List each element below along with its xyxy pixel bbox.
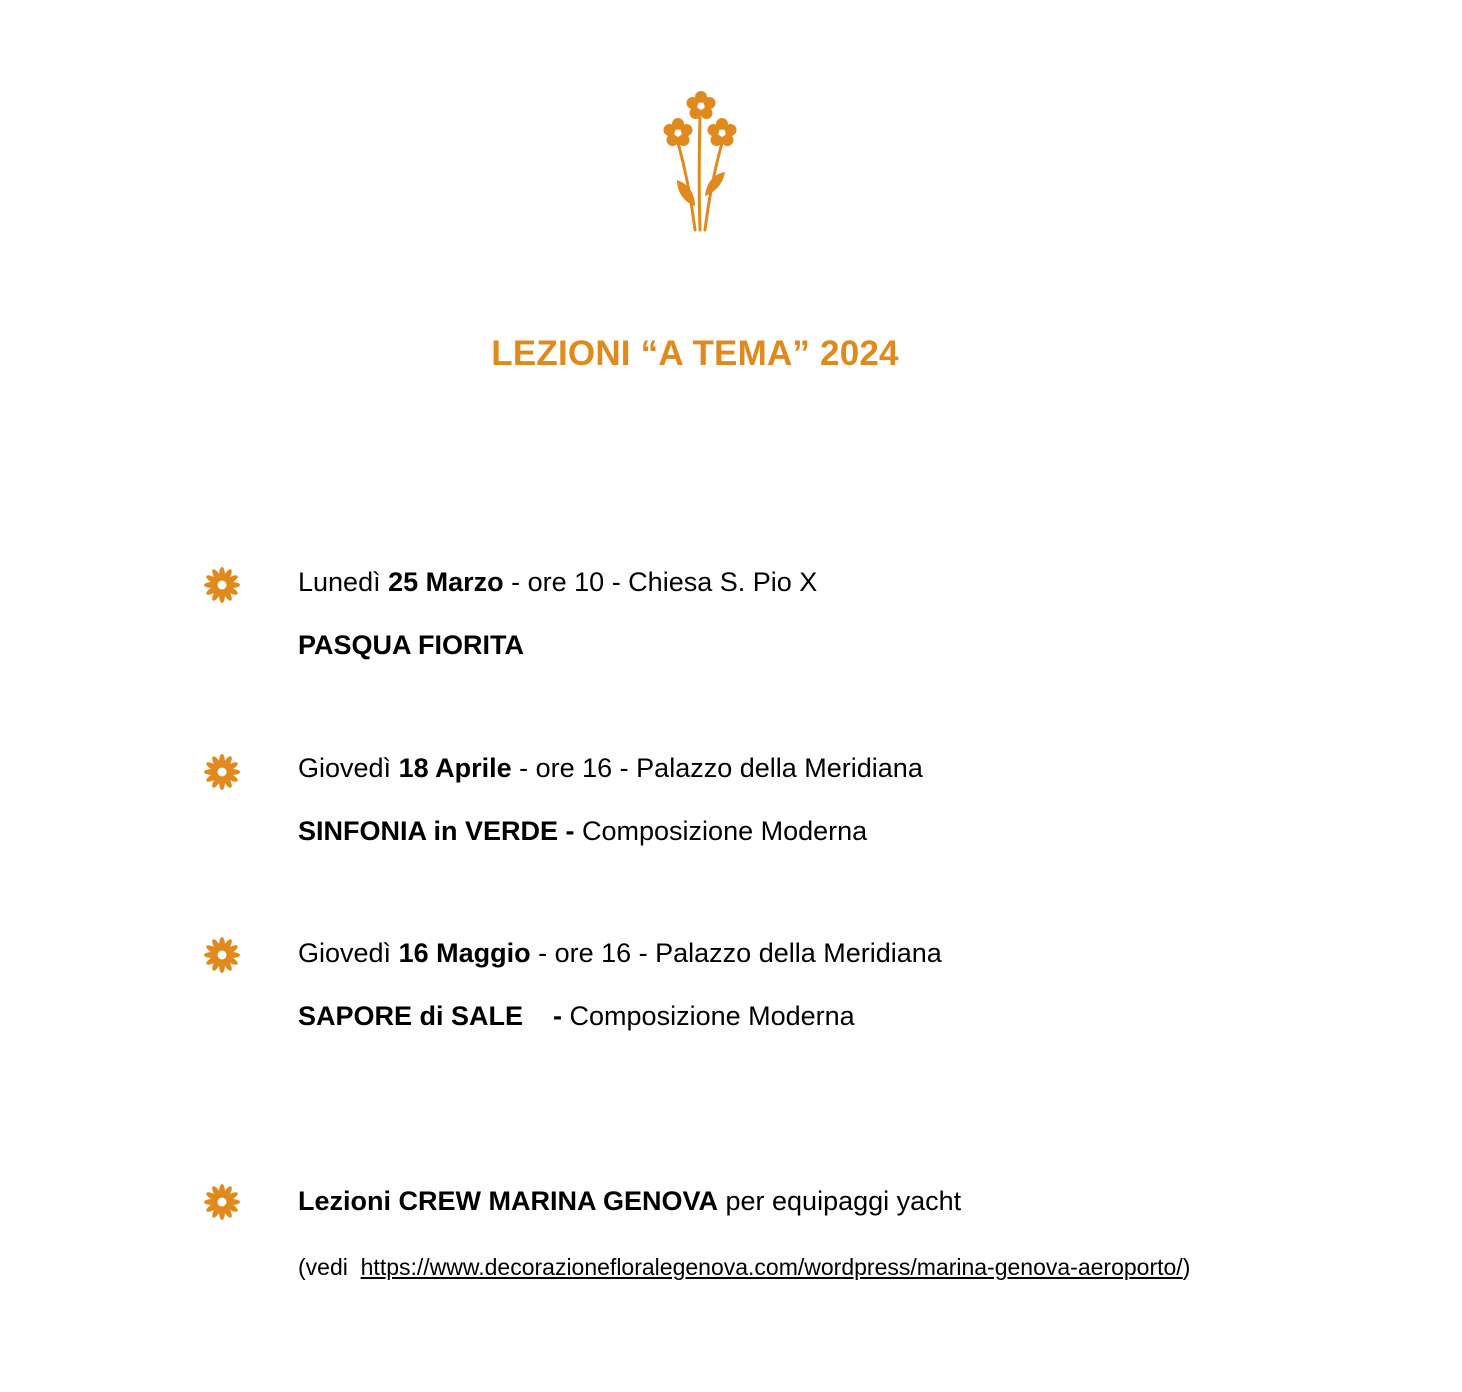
page-title: LEZIONI “A TEMA” 2024	[491, 334, 899, 373]
event-name: PASQUA FIORITA	[298, 630, 524, 660]
daisy-icon	[202, 565, 242, 605]
marina-genova-link[interactable]: https://www.decorazionefloralegenova.com/wordpress/marina-genova-aeroporto/	[360, 1254, 1183, 1280]
event-details: - ore 16 - Palazzo della Meridiana	[530, 938, 942, 968]
event-day: Giovedì	[298, 938, 399, 968]
event-day: Giovedì	[298, 753, 399, 783]
daisy-icon	[202, 752, 242, 792]
event-date-line	[298, 566, 817, 598]
event-subtitle: Composizione Moderna	[582, 816, 868, 846]
event-day: Lunedì	[298, 567, 389, 597]
event-name: SAPORE di SALE -	[298, 1001, 570, 1031]
crew-link-line	[298, 1251, 1190, 1283]
event-title-line	[298, 815, 867, 847]
event-date: 25 Marzo	[388, 567, 504, 597]
daisy-icon	[202, 935, 242, 975]
crew-line	[298, 1185, 961, 1217]
flower-bouquet-icon	[655, 88, 745, 233]
event-details: - ore 10 - Chiesa S. Pio X	[503, 567, 818, 597]
event-details: - ore 16 - Palazzo della Meridiana	[511, 753, 923, 783]
event-date: 18 Aprile	[398, 753, 512, 783]
event-title-line	[298, 629, 524, 661]
see-prefix: (vedi	[298, 1254, 361, 1280]
event-title-line	[298, 1000, 855, 1032]
event-date-line	[298, 937, 942, 969]
event-name: SINFONIA in VERDE -	[298, 816, 583, 846]
see-suffix: )	[1182, 1254, 1191, 1280]
event-date: 16 Maggio	[398, 938, 531, 968]
daisy-icon	[202, 1182, 242, 1222]
crew-title: Lezioni CREW MARINA GENOVA	[298, 1186, 718, 1216]
event-date-line	[298, 752, 923, 784]
event-subtitle: Composizione Moderna	[569, 1001, 855, 1031]
crew-description: per equipaggi yacht	[718, 1186, 962, 1216]
